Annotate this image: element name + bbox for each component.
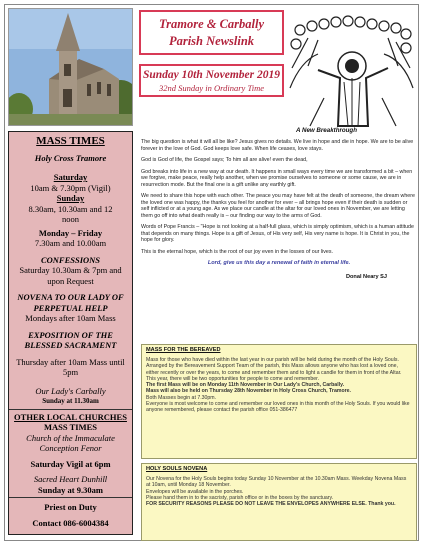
- sunday-label: Sunday: [56, 193, 85, 203]
- article-paragraph: Words of Pope Francis – "Hope is not looking at a half-full glass, which is simply optimism, which is a human attitude that depends on many things. Hope is a gift of Jesus, of His very self, His very name is hope. It is Christ in you, the hope for glory.: [141, 224, 414, 243]
- fenor-times: Saturday Vigil at 6pm: [30, 458, 111, 469]
- article-paragraph: This is the eternal hope, which is the root of our joy even in the losses of our lives.: [141, 248, 333, 255]
- saturday-label: Saturday: [53, 172, 88, 182]
- sunday-times: 8.30am, 10.30am and 12 noon: [28, 203, 113, 224]
- dunhill-times: Sunday at 9.30am: [38, 484, 103, 495]
- reflection-article: [141, 127, 417, 280]
- saturday-times: 10am & 7.30pm (Vigil): [30, 182, 111, 193]
- confessions-label: CONFESSIONS: [40, 254, 101, 265]
- other-churches-label: OTHER LOCAL CHURCHES: [14, 411, 127, 422]
- article-author: Donal Neary SJ: [345, 274, 387, 280]
- confessions-times: Saturday 10.30am & 7pm and upon Request: [19, 265, 122, 286]
- issue-date: Sunday 10th November 2019: [142, 69, 281, 81]
- mass-times-heading: MASS TIMES: [36, 135, 105, 147]
- notice-paragraph: Our Novena for the Holy Souls begins today Sunday 10 November at the 10.30am Mass. Weekday Novena Mass at 10am, until Monday 18 November.: [146, 476, 407, 489]
- article-heading: A New Breakthrough: [296, 127, 357, 134]
- holy-souls-novena-notice: [141, 463, 417, 541]
- main-church-name: Holy Cross Tramore: [34, 153, 107, 163]
- liturgical-week: 32nd Sunday in Ordinary Time: [159, 83, 264, 93]
- mass-times-panel: [8, 131, 133, 535]
- notice-paragraph: Please hand them in to the sacristy, parish office or in the boxes by the sanctuary.: [146, 494, 334, 501]
- notice-paragraph: Mass will also be held on Thursday 28th November in Holy Cross Church, Tramore.: [146, 388, 351, 395]
- article-paragraph: God is God of life, the Gospel says; To him all are alive! even the dead,: [141, 157, 308, 163]
- notice-paragraph: This year, there will be two opportunities for people to come and remember.: [146, 375, 320, 382]
- novena-times: Mondays after 10am Mass: [25, 313, 116, 323]
- exposition-label: EXPOSITION OF THE BLESSED SACRAMENT: [24, 329, 117, 350]
- date-box: [139, 64, 284, 97]
- priest-contact-number: Contact 086-6004384: [32, 517, 109, 528]
- section-divider: [9, 409, 132, 410]
- carbally-times: Sunday at 11.30am: [42, 397, 99, 405]
- other-mass-times-label: MASS TIMES: [44, 422, 97, 432]
- notice-paragraph: FOR SECURITY REASONS PLEASE DO NOT LEAVE THE ENVELOPES ANYWHERE ELSE. Thank you.: [146, 501, 396, 508]
- carbally-label: Our Lady's Carbally: [35, 385, 106, 396]
- notice-paragraph: The first Mass will be on Monday 11th November in Our Lady's Church, Carbally.: [146, 382, 345, 389]
- notice-paragraph: Both Masses begin at 7.30pm.: [146, 394, 217, 401]
- bereaved-mass-notice: [141, 344, 417, 459]
- exposition-times: Thursday after 10am Mass until 5pm: [16, 356, 125, 377]
- bereaved-notice-title: MASS FOR THE BEREAVED: [146, 347, 221, 353]
- notice-paragraph: Mass for those who have died within the last year in our parish will be held during the month of the Holy Souls. Arranged by the Bereavement Support Team of the parish, this Mass allows anyone who has lost a loved one, either recently or over the years, to come and remember them and to light a candle for them in front of the Altar.: [146, 357, 402, 376]
- priest-on-duty-label: Priest on Duty: [44, 502, 97, 512]
- dunhill-church-name: Sacred Heart Dunhill: [33, 474, 108, 484]
- section-divider: [9, 497, 132, 498]
- notice-paragraph: Envelopes will be available in the porches.: [146, 488, 244, 495]
- newsletter-title-box: [139, 10, 284, 55]
- novena-label: NOVENA TO OUR LADY OF PERPETUAL HELP: [17, 292, 124, 313]
- fenor-church-name: Church of the Immaculate Conception Fenor: [26, 432, 115, 453]
- weekday-times: 7.30am and 10.00am: [34, 238, 107, 248]
- notice-paragraph: Everyone is most welcome to come and remember our loved ones in this month of the Holy Souls. If you would like anyone remembered, please contact the parish office 051-386477: [146, 401, 410, 414]
- article-paragraph: We need to share this hope with each other. The peace you may have felt at the death of someone, the dream where the loved one was happy, the thanks you feel for another for ever – all brings hope even if their death is sudden or self inflicted or at a young age. As we place our candle at the altar for our loved ones in November, we are letting them go off into what death really is – our finding our way to the arms of God.: [141, 193, 415, 219]
- church-photo: [8, 8, 133, 126]
- title-line-1: Tramore & Carbally: [158, 17, 265, 31]
- weekday-label: Monday – Friday: [38, 227, 103, 238]
- novena-notice-title: HOLY SOULS NOVENA: [146, 466, 208, 472]
- article-paragraph: God breaks into life in a new way at our death. It happens in small ways every time we are transformed a bit – when we forgive, make peace, really help another, when we promise ourselves to someone or some cause, we are in resurrection mode. But the final one is a gift unlike any earthly gift.: [141, 168, 413, 188]
- article-closing-prayer: Lord, give us this day a renewal of faith in eternal life.: [207, 260, 351, 266]
- title-line-2: Parish Newslink: [168, 34, 255, 48]
- risen-christ-crowd-illustration: [288, 8, 415, 128]
- article-paragraph: The big question is what it will all be like? Jesus gives no details. We live in hope and die in hope. We are to be alive forever in the love of God. God keeps love safe. When life ceases, love stays.: [141, 139, 414, 152]
